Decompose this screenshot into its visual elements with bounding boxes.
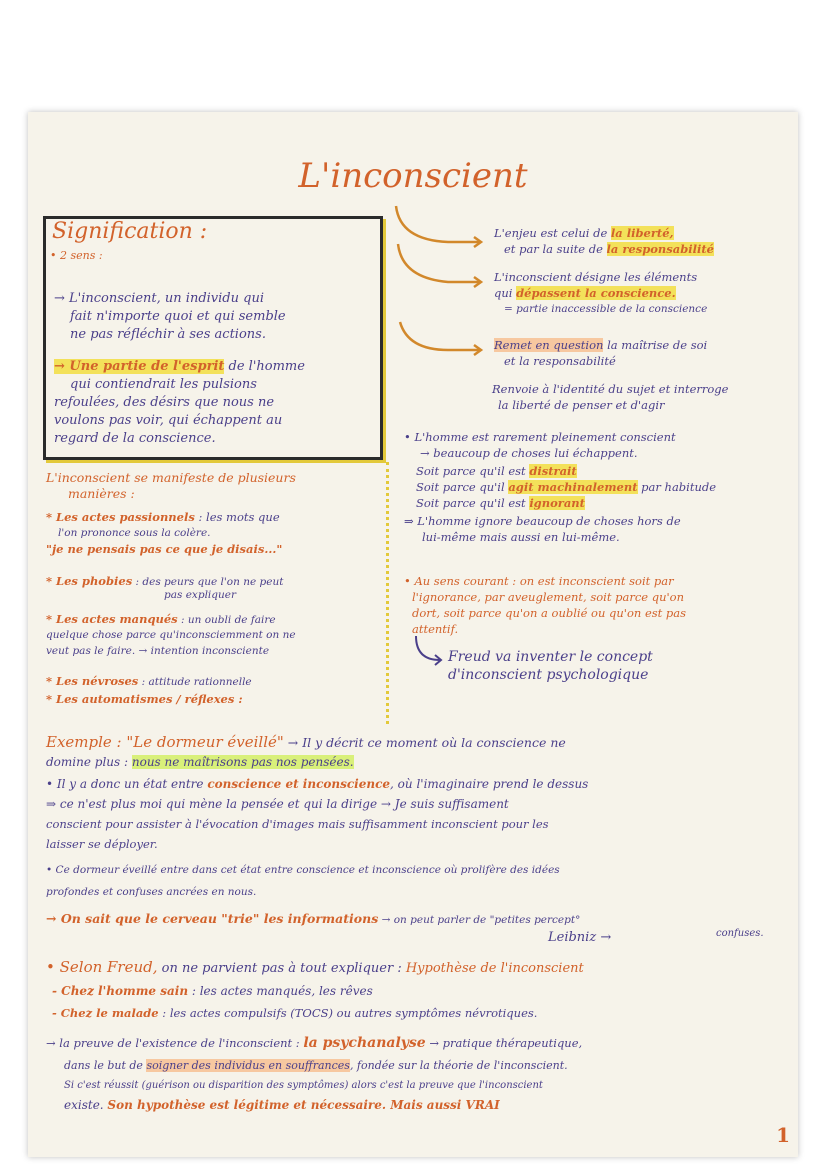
r6f: d'inconscient psychologique <box>448 667 649 683</box>
b1c: , où l'imaginaire prend le dessus <box>390 777 589 791</box>
f4b: la psychanalyse <box>303 1035 426 1051</box>
r5d: distrait <box>529 464 577 478</box>
b1b: conscience et inconscience <box>207 777 391 791</box>
page-title: L'inconscient <box>298 156 528 196</box>
l-a3d: veut pas le faire. → intention inconsciente <box>46 645 270 657</box>
r5i: ignorant <box>529 496 585 510</box>
l-a4b: : attitude rationnelle <box>138 676 252 688</box>
r5c: Soit parce qu'il est <box>416 464 530 478</box>
r2d: = partie inaccessible de la conscience <box>504 303 708 315</box>
f4c: → pratique thérapeutique, <box>425 1036 583 1050</box>
b6: profondes et confuses ancrées en nous. <box>46 886 257 898</box>
b7a: → On sait que le cerveau "trie" les informations <box>46 911 379 926</box>
f7a: existe. <box>64 1098 108 1112</box>
f3a: - Chez le malade <box>52 1006 159 1020</box>
page-number: 1 <box>776 1123 790 1147</box>
r1b: la liberté, <box>610 226 674 240</box>
r5h: Soit parce qu'il est <box>416 496 530 510</box>
l-a3a: * Les actes manqués <box>46 612 178 626</box>
r2a: L'inconscient désigne les éléments <box>494 270 698 284</box>
f4a: → la preuve de l'existence de l'inconscient : <box>46 1036 304 1050</box>
signification-p1-l3: ne pas réfléchir à ses actions. <box>70 327 266 342</box>
signification-p2-l1: qui contiendrait les pulsions <box>70 377 257 392</box>
f3b: : les actes compulsifs (TOCS) ou autres symptômes névrotiques. <box>158 1006 538 1020</box>
signification-p2-l2: refoulées, des désirs que nous ne <box>54 395 275 410</box>
signification-p2-l4: regard de la conscience. <box>54 431 216 446</box>
r1a: L'enjeu est celui de <box>494 226 611 240</box>
signification-sub: • 2 sens : <box>50 249 103 262</box>
r6a: • Au sens courant : on est inconscient soit par <box>404 574 674 588</box>
b7b: → on peut parler de "petites percept° <box>378 914 581 926</box>
b7c: confuses. <box>716 928 764 939</box>
r1d: la responsabilité <box>606 242 714 256</box>
signification-heading: Signification : <box>52 219 208 244</box>
l-a4a: * Les névroses <box>46 674 139 688</box>
r6c: dort, soit parce qu'on a oublié ou qu'on est pas <box>412 606 687 620</box>
l-a2c: pas expliquer <box>164 589 236 601</box>
signification-p1-l1: → L'inconscient, un individu qui <box>54 291 264 306</box>
b1a: • Il y a donc un état entre <box>46 777 208 791</box>
f2a: - Chez l'homme sain <box>52 984 189 998</box>
r5e: Soit parce qu'il <box>416 480 509 494</box>
example-l2b: nous ne maîtrisons pas nos pensées. <box>131 755 354 769</box>
b8: Leibniz → <box>548 930 612 945</box>
signification-p2-lead: → Une partie de l'esprit <box>54 359 225 374</box>
r1c: et par la suite de <box>504 242 607 256</box>
b2: ⇒ ce n'est plus moi qui mène la pensée et qui la dirige → Je suis suffisament <box>46 797 509 811</box>
notes-sheet <box>28 112 798 1157</box>
f1c: Hypothèse de l'inconscient <box>405 961 584 976</box>
r2c: dépassent la conscience. <box>516 286 676 300</box>
b5: • Ce dormeur éveillé entre dans cet état entre conscience et inconscience où prolifère des idées <box>46 864 560 876</box>
r5g: par habitude <box>637 480 717 494</box>
r6e: Freud va inventer le concept <box>448 649 653 665</box>
r6b: l'ignorance, par aveuglement, soit parce qu'on <box>412 590 685 604</box>
example-desc: → Il y décrit ce moment où la conscience ne <box>283 735 566 750</box>
r5j: ⇒ L'homme ignore beaucoup de choses hors de <box>404 514 681 528</box>
f5c: , fondée sur la théorie de l'inconscient. <box>349 1059 568 1072</box>
example-l2a: domine plus : <box>46 755 132 769</box>
f1b: on ne parvient pas à tout expliquer : <box>157 961 406 976</box>
signification-p1-l2: fait n'importe quoi et qui semble <box>70 309 286 324</box>
l-a1c: l'on prononce sous la colère. <box>58 527 211 539</box>
l-a2b: : des peurs que l'on ne peut <box>132 576 284 588</box>
f2b: : les actes manqués, les rêves <box>188 984 373 998</box>
r5a: • L'homme est rarement pleinement conscient <box>404 430 676 444</box>
r3b: la maîtrise de soi <box>603 338 708 352</box>
r5k: lui-même mais aussi en lui-même. <box>422 530 620 544</box>
r2b: qui <box>494 286 517 300</box>
l-a5: * Les automatismes / réflexes : <box>46 692 243 706</box>
l-a1b: : les mots que <box>194 510 280 524</box>
f5a: dans le but de <box>64 1059 147 1072</box>
r4a: Renvoie à l'identité du sujet et interroge <box>492 382 729 396</box>
r3c: et la responsabilité <box>504 354 616 368</box>
r4b: la liberté de penser et d'agir <box>498 398 665 412</box>
curved-arrow-icon <box>410 634 450 674</box>
signification-p2-l3: voulons pas voir, qui échappent au <box>54 413 283 428</box>
b4: laisser se déployer. <box>46 837 158 851</box>
l-a1a: * Les actes passionnels <box>46 510 195 524</box>
r5b: → beaucoup de choses lui échappent. <box>420 446 638 460</box>
l-a2a: * Les phobies <box>46 574 133 588</box>
r5f: agit machinalement <box>508 480 638 494</box>
column-divider <box>386 462 389 724</box>
l-a1d: "je ne pensais pas ce que je disais..." <box>46 542 283 556</box>
f6: Si c'est réussit (guérison ou disparition des symptômes) alors c'est la preuve que l'inconscient <box>64 1080 543 1091</box>
example-title: Exemple : "Le dormeur éveillé" <box>46 733 284 751</box>
r6d: attentif. <box>412 622 459 636</box>
l-h1: L'inconscient se manifeste de plusieurs <box>46 470 296 485</box>
l-a3c: quelque chose parce qu'inconsciemment on ne <box>46 629 296 641</box>
b3: conscient pour assister à l'évocation d'images mais suffisamment inconscient pour les <box>46 817 549 831</box>
f7b: Son hypothèse est légitime et nécessaire. Mais aussi VRAI <box>107 1098 500 1112</box>
l-a3b: : un oubli de faire <box>177 614 276 626</box>
curved-arrows-icon <box>388 200 488 370</box>
f5b: soigner des individus en souffrances <box>146 1059 350 1072</box>
signification-p2-rest: de l'homme <box>224 359 305 374</box>
l-h2: manières : <box>68 486 135 501</box>
f1a: • Selon Freud, <box>46 958 158 976</box>
r3a: Remet en question <box>494 338 604 352</box>
